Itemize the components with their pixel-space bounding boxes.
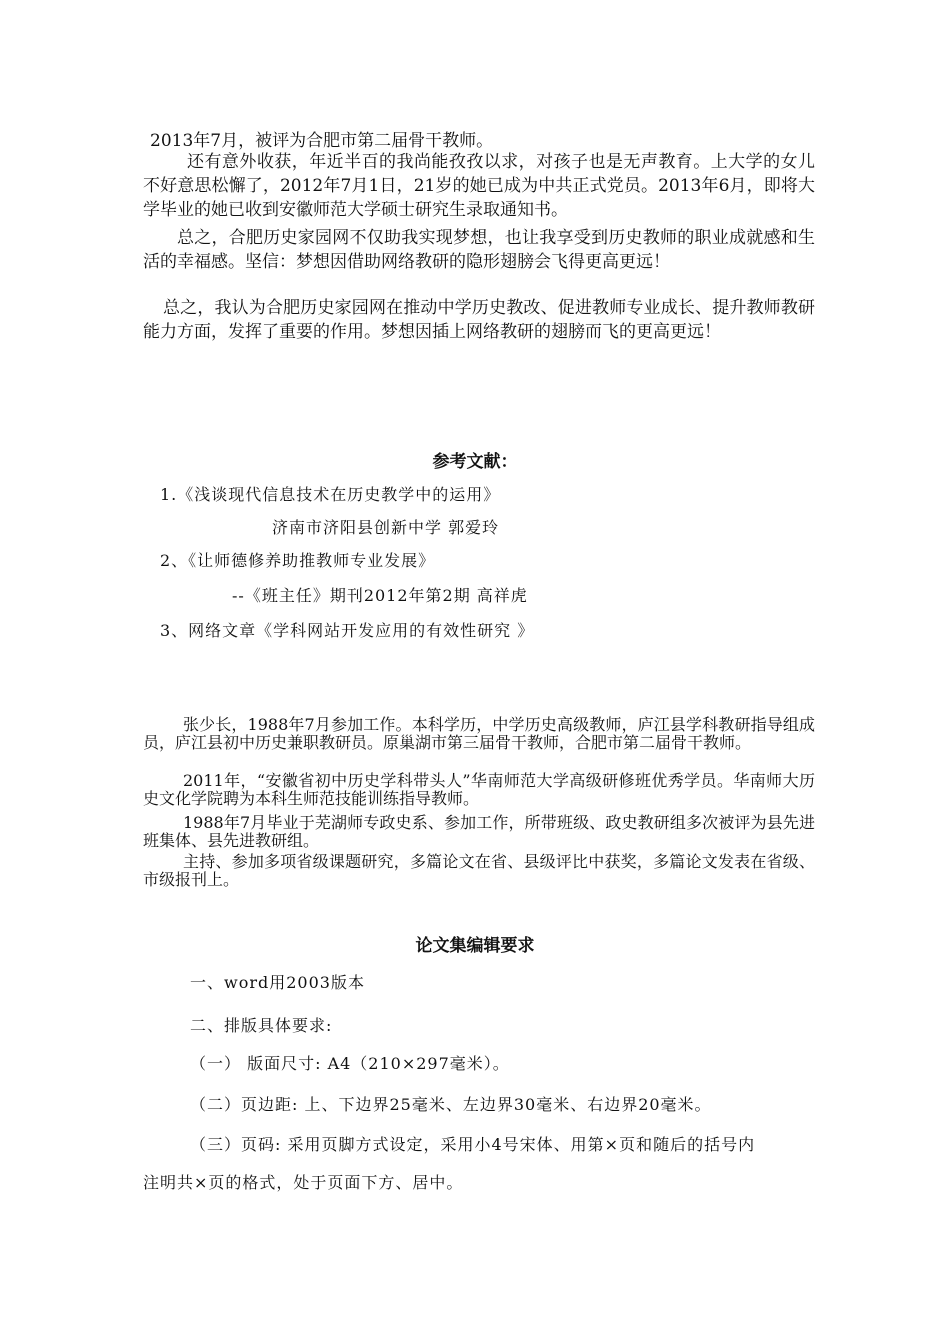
requirement-item-1: 一、word用2003版本 (190, 973, 365, 992)
requirement-item-5-line-1: （三）页码: 采用页脚方式设定，采用小4号宋体、用第×页和随后的括号内 (190, 1135, 756, 1154)
requirement-item-2: 二、排版具体要求: (190, 1016, 333, 1035)
reference-2-source: --《班主任》期刊2012年第2期 高祥虎 (232, 586, 528, 605)
paragraph-gain: 还有意外收获，年近半百的我尚能孜孜以求，对孩子也是无声教育。上大学的女儿不好意思松懈了，2012年7月1日，21岁的她已成为中共正式党员。2013年6月，即将大学毕业的她已收到安徽师范大学硕士研究生录取通知书。 (143, 152, 815, 220)
bio-paragraph-4: 主持、参加多项省级课题研究，多篇论文在省、县级评比中获奖，多篇论文发表在省级、市级报刊上。 (143, 852, 815, 889)
requirement-item-5-line-2: 注明共×页的格式，处于页面下方、居中。 (143, 1173, 464, 1192)
bio-paragraph-3: 1988年7月毕业于芜湖师专政史系、参加工作，所带班级、政史教研组多次被评为县先进班集体、县先进教研组。 (143, 813, 815, 850)
paragraph-summary-2: 总之，我认为合肥历史家园网在推动中学历史教改、促进教师专业成长、提升教师教研能力方面，发挥了重要的作用。梦想因插上网络教研的翅膀而飞的更高更远！ (143, 298, 815, 342)
bio-paragraph-1: 张少长，1988年7月参加工作。本科学历，中学历史高级教师，庐江县学科教研指导组成员，庐江县初中历史兼职教研员。原巢湖市第三届骨干教师，合肥市第二届骨干教师。 (143, 715, 815, 752)
reference-3-title: 3、网络文章《学科网站开发应用的有效性研究 》 (160, 621, 535, 640)
reference-1-source: 济南市济阳县创新中学 郭爱玲 (272, 518, 500, 537)
requirements-title: 论文集编辑要求 (415, 936, 535, 956)
bio-paragraph-2: 2011年，“安徽省初中历史学科带头人”华南师范大学高级研修班优秀学员。华南师大历史文化学院聘为本科生师范技能训练指导教师。 (143, 771, 815, 808)
references-title: 参考文献： (432, 452, 518, 472)
requirement-item-4: （二）页边距: 上、下边界25毫米、左边界30毫米、右边界20毫米。 (190, 1095, 712, 1114)
reference-2-title: 2、《让师德修养助推教师专业发展》 (160, 551, 436, 570)
requirement-item-3: （一） 版面尺寸: A4（210×297毫米）。 (190, 1054, 510, 1073)
paragraph-summary-1: 总之，合肥历史家园网不仅助我实现梦想，也让我享受到历史教师的职业成就感和生活的幸福感。坚信：梦想因借助网络教研的隐形翅膀会飞得更高更远！ (143, 228, 815, 272)
reference-1-title: 1.《浅谈现代信息技术在历史教学中的运用》 (160, 485, 501, 504)
award-line: 2013年7月，被评为合肥市第二届骨干教师。 (150, 131, 494, 151)
